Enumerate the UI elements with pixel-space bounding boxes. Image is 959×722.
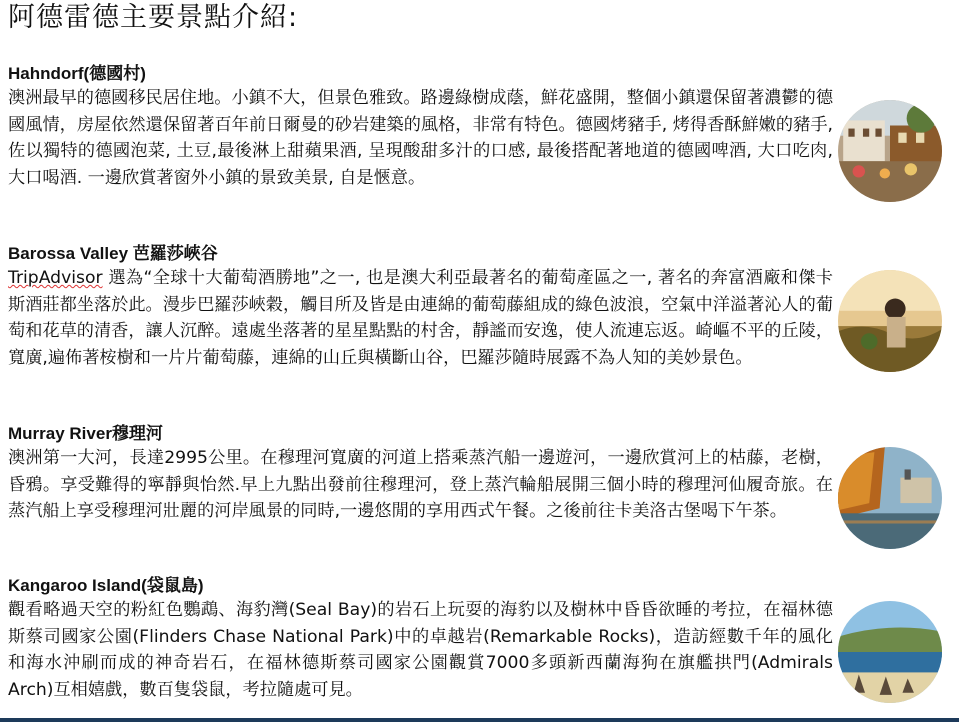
section-hahndorf (8, 63, 833, 191)
section-heading: Hahndorf(德國村) (8, 64, 146, 83)
village-street-photo (838, 100, 942, 202)
vineyard-woman-photo (838, 270, 942, 372)
section-body: 觀看略過天空的粉紅色鸚鵡、海豹灣(Seal Bay)的岩石上玩耍的海豹以及樹林中昏昏欲睡的考拉，在福林德斯蔡司國家公園(Flinders Chase National Park)中的卓越岩(Remarkable Rocks)，造訪經數千年的風化和海水沖刷而成的神奇岩石，在福林德斯蔡司國家公園觀賞7000多頭新西蘭海狗在旗艦拱門(Admirals Arch)互相嬉戲，數百隻袋鼠，考拉隨處可見。 (8, 600, 833, 700)
section-heading: Kangaroo Island(袋鼠島) (8, 576, 204, 595)
section-kangaroo-island (8, 575, 833, 703)
section-murray-river (8, 423, 833, 525)
page-title: 阿德雷德主要景點介紹: (8, 2, 299, 33)
section-body-text: 選為“全球十大葡萄酒勝地”之一, 也是澳大利亞最著名的葡萄產區之一, 著名的奔富酒廠和傑卡斯酒莊都坐落於此。漫步巴羅莎峽穀，觸目所及皆是由連綿的葡萄藤組成的綠色波浪，空氣中洋溢著沁人的葡萄和花草的清香，讓人沉醉。遠處坐落著的星星點點的村舍，靜謐而安逸，使人流連忘返。崎嶇不平的丘陵，寬廣,遍佈著桉樹和一片片葡萄藤，連綿的山丘與橫斷山谷，巴羅莎隨時展露不為人知的美妙景色。 (8, 268, 834, 368)
tripadvisor-link[interactable]: TripAdvisor (8, 268, 103, 288)
section-body: 澳洲最早的德國移民居住地。小鎮不大，但景色雅致。路邊綠樹成蔭，鮮花盛開，整個小鎮還保留著濃鬱的德國風情，房屋依然還保留著百年前日爾曼的砂岩建築的風格，非常有特色。德國烤豬手, 烤得香酥鮮嫩的豬手, 佐以獨特的德國泡菜, 土豆,最後淋上甜蘋果酒, 呈現酸甜多汁的口感, 最後搭配著地道的德國啤酒, 大口吃肉, 大口喝酒. 一邊欣賞著窗外小鎮的景致美景, 自是愜意。 (8, 88, 834, 188)
coastal-rocks-photo (838, 601, 942, 703)
river-cliffs-photo (838, 447, 942, 549)
section-heading: Murray River穆理河 (8, 424, 163, 443)
section-barossa (8, 243, 833, 371)
section-body: 澳洲第一大河，長達2995公里。在穆理河寬廣的河道上搭乘蒸汽船一邊遊河，一邊欣賞河上的枯藤，老樹，昏鴉。享受難得的寧靜與怡然.早上九點出發前往穆理河，登上蒸汽輪船展開三個小時的穆理河仙履奇旅。在蒸汽船上享受穆理河壯麗的河岸風景的同時,一邊悠閒的享用西式午餐。之後前往卡美洛古堡喝下午茶。 (8, 448, 833, 521)
footer-divider (0, 718, 959, 722)
section-body (8, 265, 833, 371)
section-heading: Barossa Valley 芭羅莎峽谷 (8, 244, 218, 263)
